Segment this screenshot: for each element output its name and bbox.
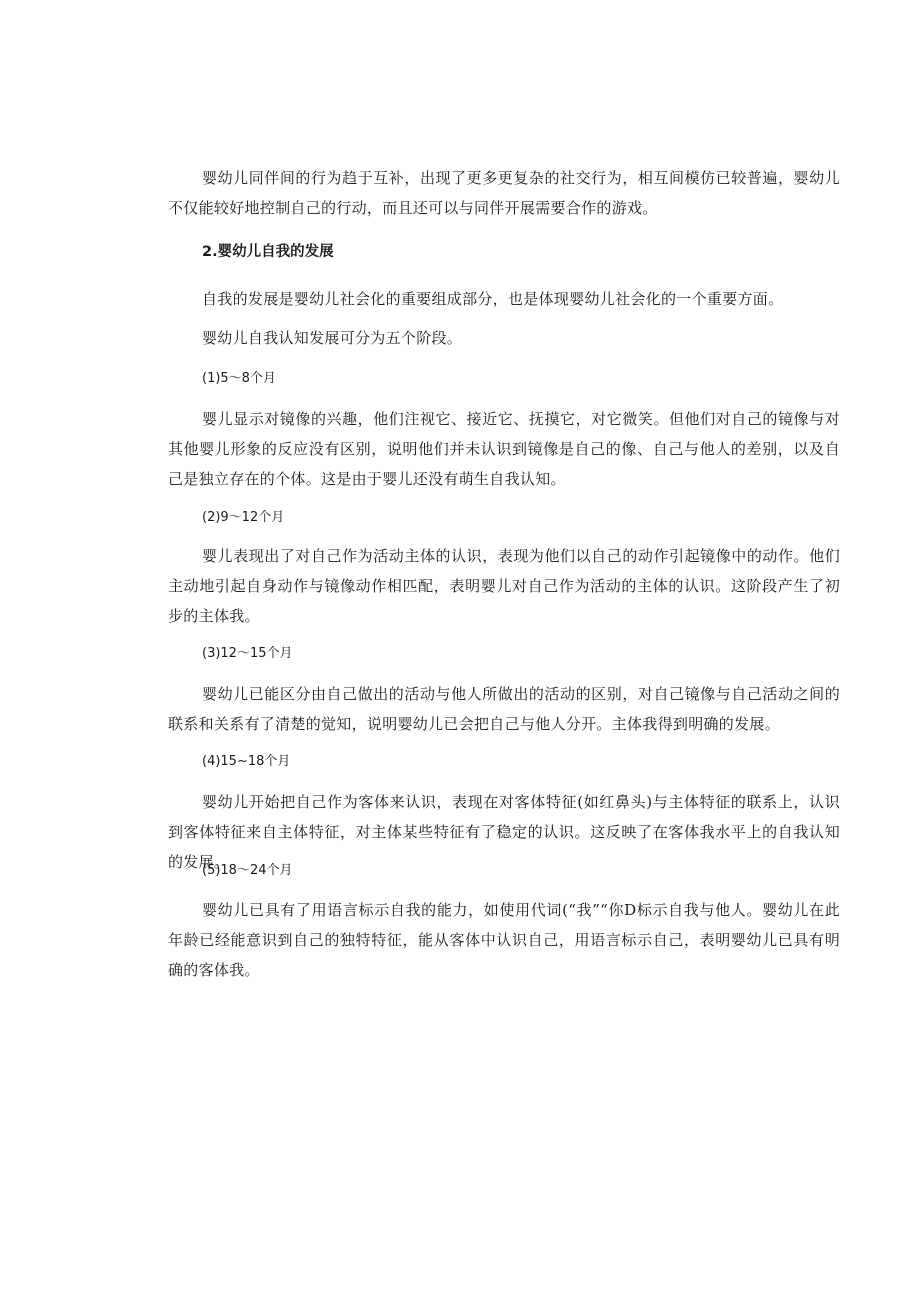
- stage-label: (4)15~18个月: [202, 754, 291, 769]
- stage-label: (1)5～8个月: [202, 371, 276, 386]
- stage-paragraph: 婴儿显示对镜像的兴趣，他们注视它、接近它、抚摸它，对它微笑。但他们对自己的镜像与对其他婴儿形象的反应没有区别，说明他们并未认识到镜像是自己的像、自己与他人的差别，以及自己是独立存在的个体。这是由于婴儿还没有萌生自我认知。: [168, 410, 840, 488]
- stage-label: (3)12～15个月: [202, 646, 293, 661]
- stages-intro-paragraph: 婴幼儿自我认知发展可分为五个阶段。: [202, 329, 463, 347]
- stage-paragraph: 婴幼儿开始把自己作为客体来认识，表现在对客体特征(如红鼻头)与主体特征的联系上，认识到客体特征来自主体特征，对主体某些特征有了稳定的认识。这反映了在客体我水平上的自我认知的发展。: [168, 793, 840, 871]
- section-heading: 2.婴幼儿自我的发展: [202, 244, 334, 260]
- intro-paragraph: 婴幼儿同伴间的行为趋于互补，出现了更多更复杂的社交行为，相互间模仿已较普遍，婴幼儿不仅能较好地控制自己的行动，而且还可以与同伴开展需要合作的游戏。: [168, 169, 840, 217]
- section-intro-paragraph: 自我的发展是婴幼儿社会化的重要组成部分，也是体现婴幼儿社会化的一个重要方面。: [202, 290, 784, 308]
- stage-label: (2)9～12个月: [202, 510, 285, 525]
- stage-paragraph: 婴幼儿已能区分由自己做出的活动与他人所做出的活动的区别，对自己镜像与自己活动之间的联系和关系有了清楚的觉知，说明婴幼儿已会把自己与他人分开。主体我得到明确的发展。: [168, 685, 840, 733]
- stage-paragraph: 婴幼儿已具有了用语言标示自我的能力，如使用代词(“我”“你D标示自我与他人。婴幼儿在此年龄已经能意识到自己的独特特征，能从客体中认识自己，用语言标示自己，表明婴幼儿已具有明确的客体我。: [168, 901, 840, 979]
- stage-label: (5)18～24个月: [202, 863, 293, 878]
- stage-paragraph: 婴儿表现出了对自己作为活动主体的认识，表现为他们以自己的动作引起镜像中的动作。他们主动地引起自身动作与镜像动作相匹配，表明婴儿对自己作为活动的主体的认识。这阶段产生了初步的主体我。: [168, 547, 840, 625]
